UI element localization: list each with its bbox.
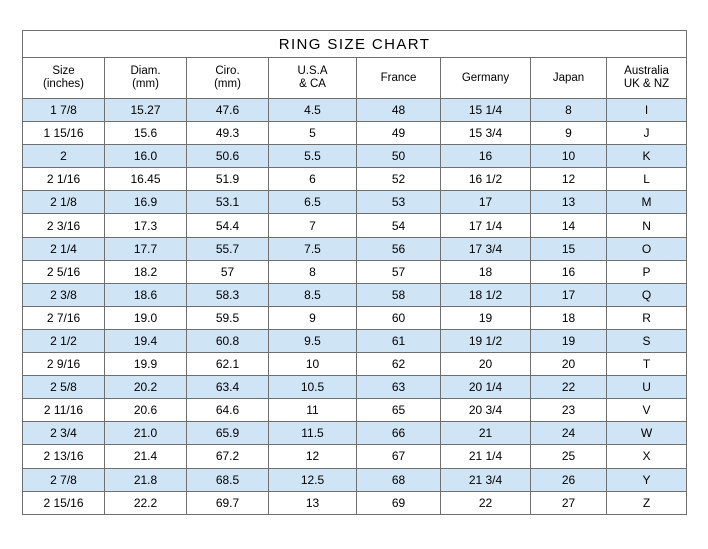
table-cell: 22.2 <box>105 491 187 514</box>
table-cell: 67 <box>357 445 441 468</box>
table-row <box>23 468 687 491</box>
table-row <box>23 237 687 260</box>
table-cell: 2 7/8 <box>23 468 105 491</box>
table-cell: 2 3/8 <box>23 283 105 306</box>
table-cell: 2 5/16 <box>23 260 105 283</box>
table-cell: 2 7/16 <box>23 306 105 329</box>
table-cell: 14 <box>531 214 607 237</box>
table-cell: 24 <box>531 422 607 445</box>
table-cell: 8 <box>269 260 357 283</box>
table-row <box>23 329 687 352</box>
column-header-germany <box>441 58 531 99</box>
table-cell: J <box>607 122 687 145</box>
column-header-diameter-line1: Diam. <box>130 65 161 77</box>
table-cell: 13 <box>531 191 607 214</box>
table-cell: V <box>607 399 687 422</box>
table-cell: 8 <box>531 99 607 122</box>
table-cell: 2 <box>23 145 105 168</box>
table-cell: 51.9 <box>187 168 269 191</box>
table-cell: 23 <box>531 399 607 422</box>
table-cell: 15 <box>531 237 607 260</box>
table-cell: 5 <box>269 122 357 145</box>
table-cell: 57 <box>357 260 441 283</box>
table-cell: 16 <box>531 260 607 283</box>
table-cell: 52 <box>357 168 441 191</box>
table-cell: 12 <box>269 445 357 468</box>
table-cell: 17.7 <box>105 237 187 260</box>
table-cell: 27 <box>531 491 607 514</box>
column-header-diameter-line2: (mm) <box>132 78 159 90</box>
column-header-row <box>23 58 687 99</box>
table-cell: 62.1 <box>187 353 269 376</box>
table-cell: 2 11/16 <box>23 399 105 422</box>
table-cell: 5.5 <box>269 145 357 168</box>
table-cell: 2 15/16 <box>23 491 105 514</box>
table-cell: 60.8 <box>187 329 269 352</box>
column-header-size-line1: Size <box>52 65 75 77</box>
table-cell: 67.2 <box>187 445 269 468</box>
table-cell: 59.5 <box>187 306 269 329</box>
table-cell: 62 <box>357 353 441 376</box>
table-cell: 16.45 <box>105 168 187 191</box>
column-header-japan-line1: Japan <box>552 71 585 84</box>
table-cell: 4.5 <box>269 99 357 122</box>
column-header-size <box>23 58 105 99</box>
column-header-size-line2: (inches) <box>43 78 84 90</box>
column-header-usa-ca-line2: & CA <box>299 78 326 90</box>
table-cell: 17 1/4 <box>441 214 531 237</box>
table-cell: T <box>607 353 687 376</box>
table-cell: 50.6 <box>187 145 269 168</box>
table-row <box>23 422 687 445</box>
table-row <box>23 260 687 283</box>
column-header-france-line1: France <box>380 71 417 84</box>
table-cell: R <box>607 306 687 329</box>
column-header-australia-uk-nz-line1: Australia <box>624 65 669 77</box>
table-cell: 49 <box>357 122 441 145</box>
ring-size-chart-table <box>22 30 687 515</box>
table-cell: 20.6 <box>105 399 187 422</box>
table-row <box>23 306 687 329</box>
table-cell: 19 <box>531 329 607 352</box>
table-row <box>23 214 687 237</box>
table-row <box>23 191 687 214</box>
table-cell: 53 <box>357 191 441 214</box>
table-cell: 2 5/8 <box>23 376 105 399</box>
table-cell: M <box>607 191 687 214</box>
table-row <box>23 122 687 145</box>
table-cell: 15.6 <box>105 122 187 145</box>
table-cell: 6.5 <box>269 191 357 214</box>
table-row <box>23 99 687 122</box>
table-cell: 16 1/2 <box>441 168 531 191</box>
table-cell: 19 <box>441 306 531 329</box>
column-header-japan <box>531 58 607 99</box>
table-cell: 15.27 <box>105 99 187 122</box>
table-cell: Z <box>607 491 687 514</box>
table-cell: 16 <box>441 145 531 168</box>
table-cell: 53.1 <box>187 191 269 214</box>
column-header-circumference-line2: (mm) <box>214 78 241 90</box>
column-header-usa-ca <box>269 58 357 99</box>
table-cell: 60 <box>357 306 441 329</box>
table-cell: 20 <box>441 353 531 376</box>
table-cell: 19.4 <box>105 329 187 352</box>
table-cell: 2 9/16 <box>23 353 105 376</box>
table-cell: 11 <box>269 399 357 422</box>
table-cell: 21.0 <box>105 422 187 445</box>
table-cell: K <box>607 145 687 168</box>
column-header-usa-ca-line1: U.S.A <box>297 65 328 77</box>
table-cell: 58 <box>357 283 441 306</box>
table-cell: 20 <box>531 353 607 376</box>
table-cell: 21 3/4 <box>441 468 531 491</box>
table-cell: 21 <box>441 422 531 445</box>
table-cell: 63 <box>357 376 441 399</box>
table-cell: 10.5 <box>269 376 357 399</box>
table-cell: 69 <box>357 491 441 514</box>
table-cell: 21.4 <box>105 445 187 468</box>
table-row <box>23 145 687 168</box>
table-row <box>23 399 687 422</box>
table-cell: 54 <box>357 214 441 237</box>
table-cell: 25 <box>531 445 607 468</box>
table-row <box>23 376 687 399</box>
table-row <box>23 168 687 191</box>
table-cell: 20 3/4 <box>441 399 531 422</box>
table-cell: 2 1/2 <box>23 329 105 352</box>
table-cell: 50 <box>357 145 441 168</box>
table-cell: 10 <box>531 145 607 168</box>
table-cell: 2 1/4 <box>23 237 105 260</box>
table-cell: 17 3/4 <box>441 237 531 260</box>
column-header-france <box>357 58 441 99</box>
column-header-germany-line1: Germany <box>461 71 510 84</box>
table-cell: O <box>607 237 687 260</box>
table-cell: 12 <box>531 168 607 191</box>
column-header-australia-uk-nz <box>607 58 687 99</box>
table-cell: 63.4 <box>187 376 269 399</box>
table-cell: 22 <box>441 491 531 514</box>
chart-body <box>23 31 687 515</box>
table-cell: 69.7 <box>187 491 269 514</box>
table-cell: 2 3/16 <box>23 214 105 237</box>
table-cell: 26 <box>531 468 607 491</box>
table-cell: 10 <box>269 353 357 376</box>
table-cell: 2 1/16 <box>23 168 105 191</box>
table-cell: Q <box>607 283 687 306</box>
table-cell: 8.5 <box>269 283 357 306</box>
table-cell: 17.3 <box>105 214 187 237</box>
table-cell: 13 <box>269 491 357 514</box>
table-cell: 15 3/4 <box>441 122 531 145</box>
table-cell: 47.6 <box>187 99 269 122</box>
table-cell: 49.3 <box>187 122 269 145</box>
table-cell: 66 <box>357 422 441 445</box>
table-cell: 1 15/16 <box>23 122 105 145</box>
table-cell: 21.8 <box>105 468 187 491</box>
table-cell: U <box>607 376 687 399</box>
table-cell: 9 <box>269 306 357 329</box>
table-cell: 18 <box>531 306 607 329</box>
table-cell: 18.6 <box>105 283 187 306</box>
table-cell: 11.5 <box>269 422 357 445</box>
table-cell: 57 <box>187 260 269 283</box>
table-cell: 19.9 <box>105 353 187 376</box>
table-cell: I <box>607 99 687 122</box>
table-cell: 18 1/2 <box>441 283 531 306</box>
column-header-circumference-line1: Ciro. <box>215 65 240 77</box>
table-cell: 19.0 <box>105 306 187 329</box>
table-cell: L <box>607 168 687 191</box>
table-cell: 21 1/4 <box>441 445 531 468</box>
table-cell: 19 1/2 <box>441 329 531 352</box>
table-row <box>23 445 687 468</box>
table-cell: 55.7 <box>187 237 269 260</box>
table-cell: 22 <box>531 376 607 399</box>
table-cell: 18.2 <box>105 260 187 283</box>
table-cell: 56 <box>357 237 441 260</box>
table-cell: 68.5 <box>187 468 269 491</box>
table-cell: 17 <box>531 283 607 306</box>
table-cell: 61 <box>357 329 441 352</box>
table-cell: 65.9 <box>187 422 269 445</box>
chart-title: RING SIZE CHART <box>23 31 687 58</box>
table-row <box>23 283 687 306</box>
table-cell: 7 <box>269 214 357 237</box>
table-cell: X <box>607 445 687 468</box>
table-cell: 2 3/4 <box>23 422 105 445</box>
table-cell: S <box>607 329 687 352</box>
table-cell: 9 <box>531 122 607 145</box>
title-row <box>23 31 687 58</box>
table-cell: 2 13/16 <box>23 445 105 468</box>
table-cell: P <box>607 260 687 283</box>
table-cell: 7.5 <box>269 237 357 260</box>
table-cell: 16.9 <box>105 191 187 214</box>
table-cell: 20 1/4 <box>441 376 531 399</box>
table-cell: 54.4 <box>187 214 269 237</box>
column-header-circumference <box>187 58 269 99</box>
table-cell: 1 7/8 <box>23 99 105 122</box>
table-row <box>23 491 687 514</box>
table-cell: 48 <box>357 99 441 122</box>
table-cell: 17 <box>441 191 531 214</box>
table-cell: 12.5 <box>269 468 357 491</box>
table-cell: 20.2 <box>105 376 187 399</box>
table-cell: 58.3 <box>187 283 269 306</box>
column-header-australia-uk-nz-line2: UK & NZ <box>623 78 670 90</box>
table-cell: 2 1/8 <box>23 191 105 214</box>
table-cell: Y <box>607 468 687 491</box>
table-cell: W <box>607 422 687 445</box>
table-cell: 65 <box>357 399 441 422</box>
table-row <box>23 353 687 376</box>
table-cell: 15 1/4 <box>441 99 531 122</box>
table-cell: 18 <box>441 260 531 283</box>
table-cell: 68 <box>357 468 441 491</box>
column-header-diameter <box>105 58 187 99</box>
table-cell: N <box>607 214 687 237</box>
table-cell: 64.6 <box>187 399 269 422</box>
table-cell: 16.0 <box>105 145 187 168</box>
table-cell: 6 <box>269 168 357 191</box>
table-cell: 9.5 <box>269 329 357 352</box>
